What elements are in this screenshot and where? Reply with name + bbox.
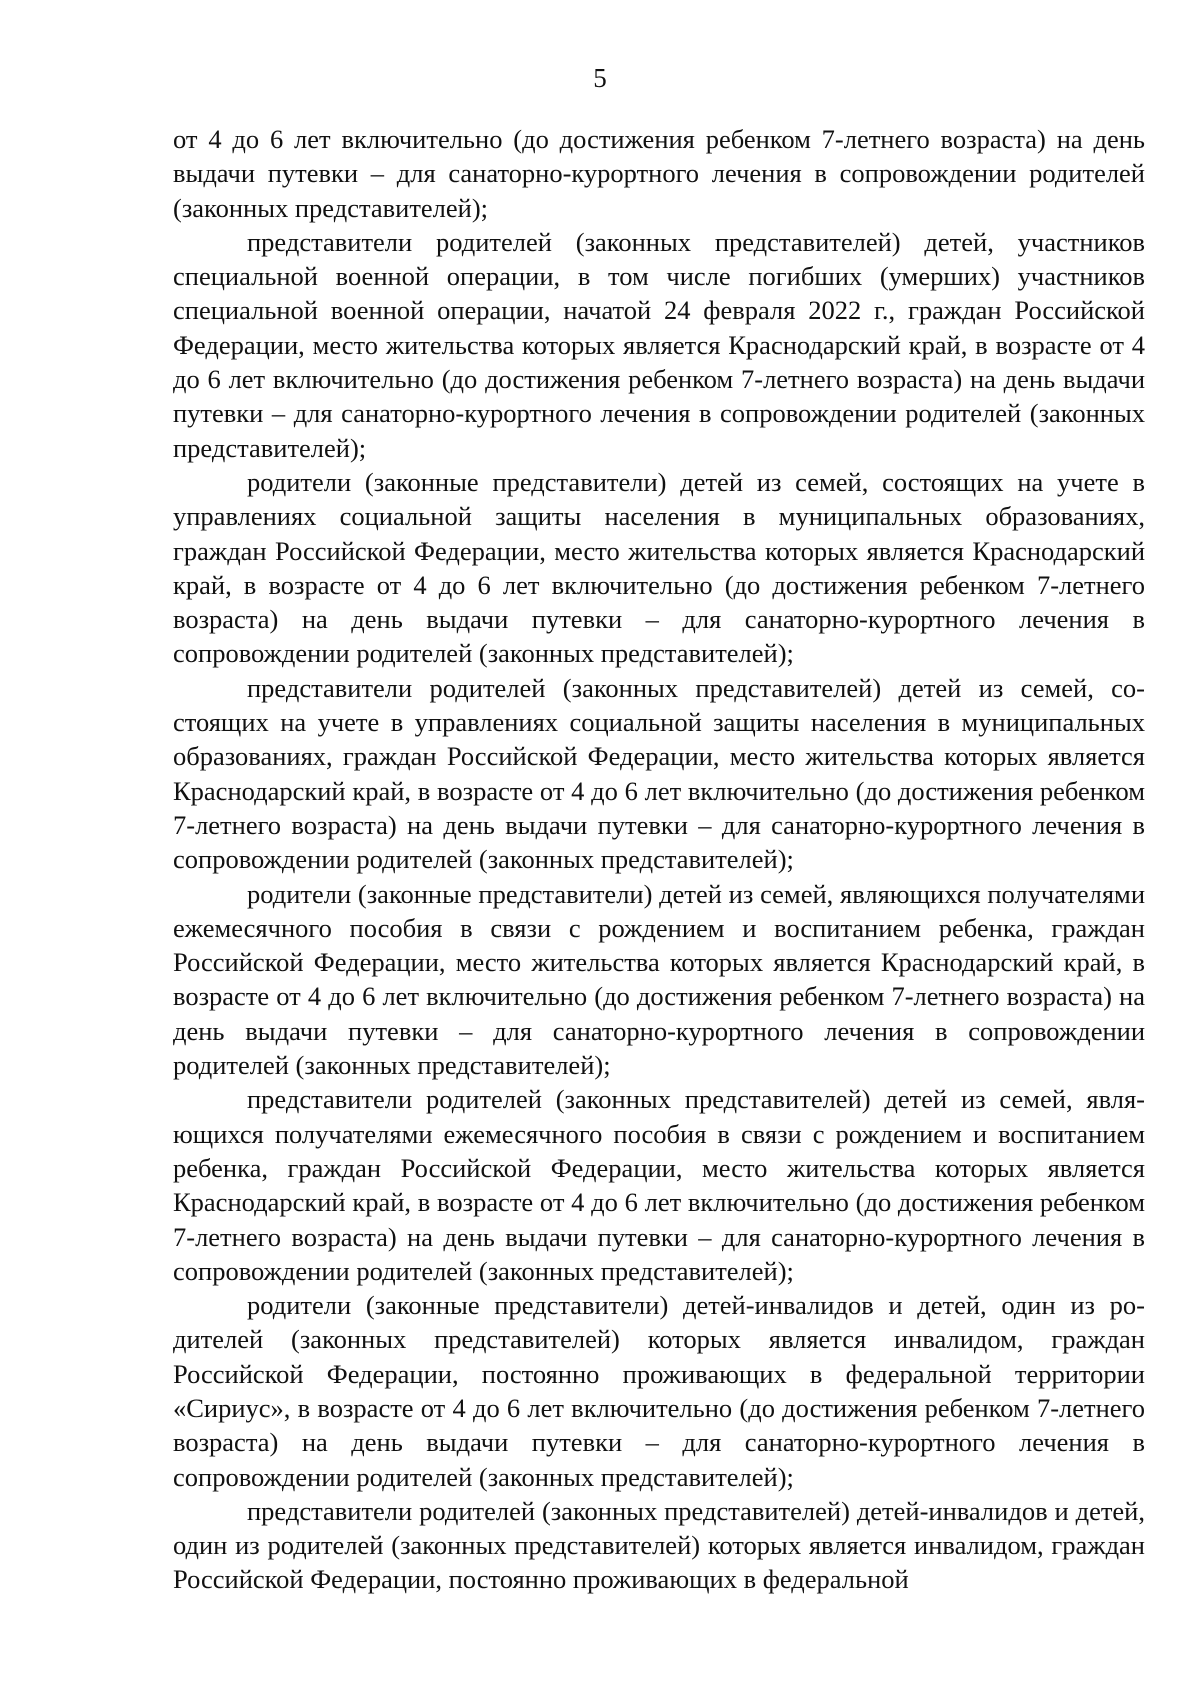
paragraph: родители (законные представители) детей из семей, являющихся получателями ежемесячного пособия в связи с рождением и воспитанием ребенка, граждан Российской Федерации, место жительства которых является Краснодарский край, в возрасте от 4 до 6 лет включительно (до достижения ребенком 7-летнего возраста) на день выдачи путевки – для санаторно-курортного лечения в сопровождении родителей (законных представителей); [173, 878, 1145, 1081]
document-body [173, 122, 1145, 1597]
paragraph-continuation: от 4 до 6 лет включительно (до достижения ребенком 7-летнего возраста) на день выдачи путевки – для санаторно-курортного лечения в сопровождении родителей (законных представителей); [173, 124, 1145, 223]
page-number: 5 [593, 63, 607, 93]
paragraph: представители родителей (законных представителей) детей из семей, состоящих на учете в управлениях социальной защиты населения в муниципальных образованиях, граждан Российской Федерации, место жительства которых является Краснодарский край, в возрасте от 4 до 6 лет включительно (до достижения ребенком 7-летнего возраста) на день выдачи путевки – для санаторно-курортного лечения в сопровождении родителей (законных представителей); [173, 672, 1145, 875]
paragraph: представители родителей (законных представителей) детей-инвалидов и детей, один из родителей (законных представителей) которых является инвалидом, граждан Российской Федерации, постоянно проживающих в федеральной [173, 1495, 1145, 1595]
paragraph: родители (законные представители) детей из семей, состоящих на учете в управлениях социальной защиты населения в муниципальных образованиях, граждан Российской Федерации, место жительства которых является Краснодарский край, в возрасте от 4 до 6 лет включительно (до достижения ребенком 7-летнего возраста) на день выдачи путевки – для санаторно-курортного лечения в сопровождении родителей (законных представителей); [173, 466, 1145, 669]
paragraph: представители родителей (законных представителей) детей, участников специальной военной операции, в том числе погибших (умерших) участников специальной военной операции, начатой 24 февраля 2022 г., граждан Российской Федерации, место жительства которых является Краснодарский край, в возрасте от 4 до 6 лет включительно (до достижения ребенком 7-летнего возраста) на день выдачи путевки – для санаторно-курортного лечения в сопровождении родителей (законных представителей); [173, 226, 1145, 463]
paragraph: представители родителей (законных представителей) детей из семей, являющихся получателями ежемесячного пособия в связи с рождением и воспитанием ребенка, граждан Российской Федерации, место жительства которых является Краснодарский край, в возрасте от 4 до 6 лет включительно (до достижения ребенком 7-летнего возраста) на день выдачи путевки – для санаторно-курортного лечения в сопровождении родителей (законных представителей); [173, 1084, 1145, 1286]
paragraph: родители (законные представители) детей-инвалидов и детей, один из родителей (законных представителей) которых является инвалидом, граждан Российской Федерации, постоянно проживающих в федеральной территории «Сириус», в возрасте от 4 до 6 лет включительно (до достижения ребенком 7-летнего возраста) на день выдачи путевки – для санаторно-курортного лечения в сопровождении родителей (законных представителей); [173, 1290, 1145, 1492]
